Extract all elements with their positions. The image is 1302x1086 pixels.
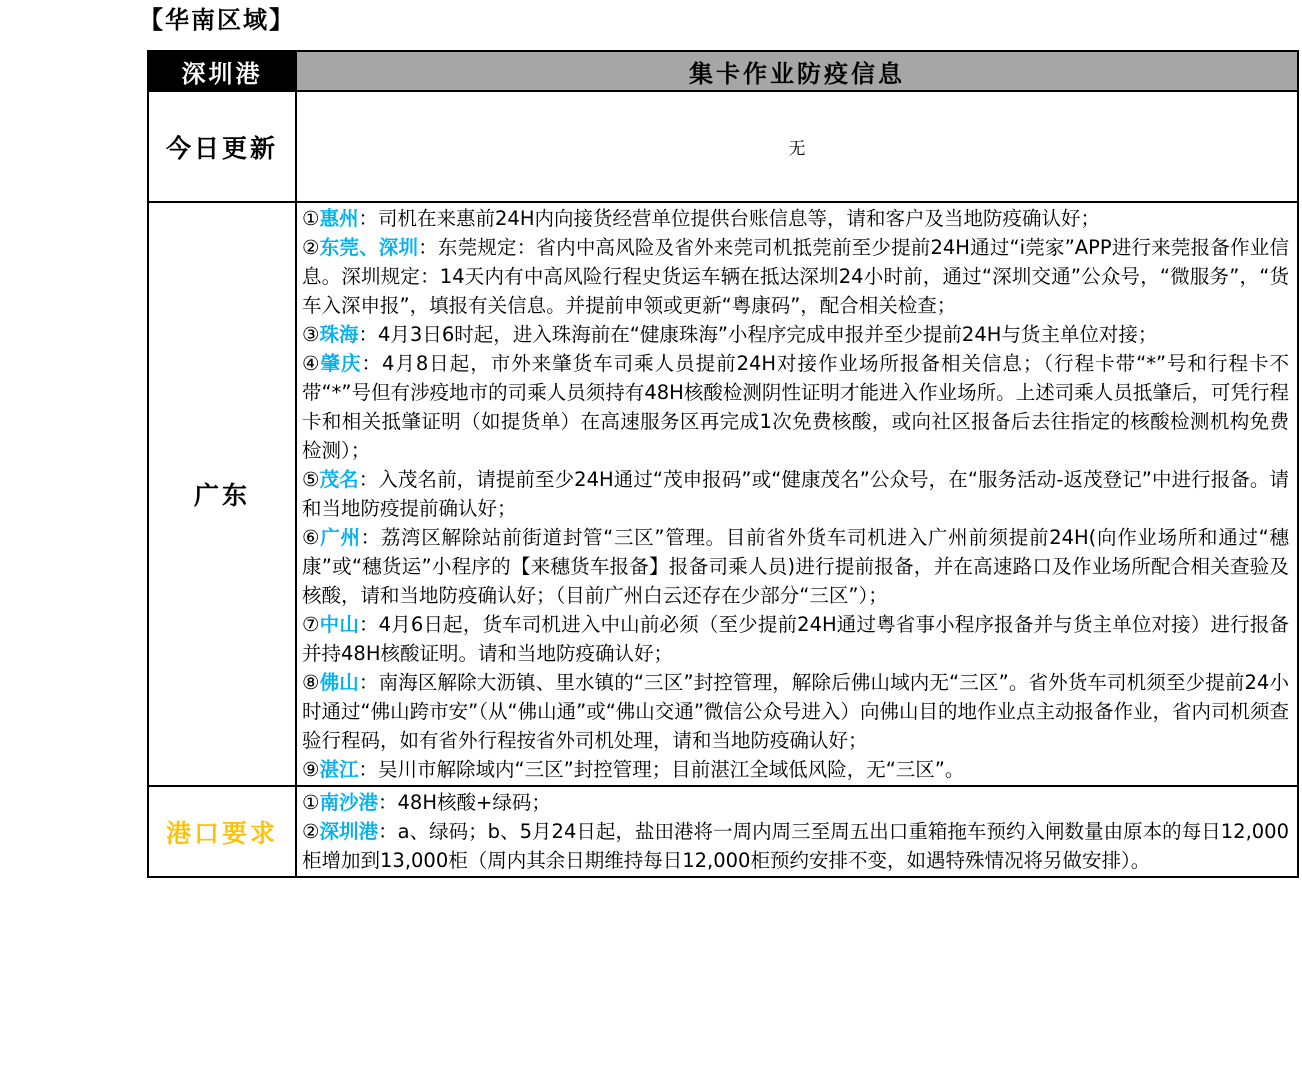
entry-dongguan-shenzhen [302, 236, 1289, 317]
guangdong-row [148, 202, 1298, 786]
entry-text: ：吴川市解除域内“三区”封控管理；目前湛江全域低风险，无“三区”。 [358, 758, 965, 781]
guangdong-label: 广东 [148, 202, 296, 786]
entry-number: ② [302, 236, 320, 259]
city-name: 肇庆 [320, 352, 362, 375]
guangdong-entries [296, 202, 1298, 786]
today-update-label: 今日更新 [148, 91, 296, 202]
entry-number: ⑨ [302, 758, 320, 781]
entry-number: ④ [302, 352, 321, 375]
entry-text: ：4月8日起，市外来肇货车司乘人员提前24H对接作业场所报备相关信息；（行程卡带“*”号和行程卡不带“*”号但有涉疫地市的司乘人员须持有48H核酸检测阴性证明才能进入作业场所。上述司乘人员抵肇后，可凭行程卡和相关抵肇证明（如提货单）在高速服务区再完成1次免费核酸，或向社区报备后去往指定的核酸检测机构免费检测）； [302, 352, 1289, 462]
entry-zhuhai [302, 323, 1157, 346]
entry-text: ：4月3日6时起，进入珠海前在“健康珠海”小程序完成申报并至少提前24H与货主单位对接； [358, 323, 1158, 346]
section-header: 集卡作业防疫信息 [296, 51, 1298, 91]
city-name: 佛山 [319, 671, 359, 694]
entry-huizhou [302, 207, 1100, 230]
entry-number: ② [302, 820, 320, 843]
today-update-value: 无 [296, 91, 1298, 202]
entry-text: ：入茂名前，请提前至少24H通过“茂申报码”或“健康茂名”公众号，在“服务活动-返茂登记”中进行报备。请和当地防疫提前确认好； [302, 468, 1289, 520]
entry-text: ：荔湾区解除站前街道封管“三区”管理。目前省外货车司机进入广州前须提前24H(向作业场所和通过“穗康”或“穗货运”小程序的【来穗货车报备】报备司乘人员)进行提前报备，并在高速路口及作业场所配合相关查验及核酸，请和当地防疫确认好；（目前广州白云还存在少部分“三区”）； [302, 526, 1289, 607]
entry-zhanjiang [302, 758, 964, 781]
entry-maoming [302, 468, 1289, 520]
port-name: 南沙港 [319, 791, 378, 814]
entry-shenzhen-port [302, 820, 1289, 872]
region-title: 【华南区域】 [139, 6, 295, 34]
entry-number: ⑥ [302, 526, 321, 549]
city-name: 惠州 [319, 207, 359, 230]
header-row [148, 51, 1298, 91]
entry-text: ：司机在来惠前24H内向接货经营单位提供台账信息等，请和客户及当地防疫确认好； [358, 207, 1100, 230]
port-name-header: 深圳港 [148, 51, 296, 91]
entry-text: ：a、绿码；b、5月24日起，盐田港将一周内周三至周五出口重箱拖车预约入闸数量由原本的每日12,000柜增加到13,000柜（周内其余日期维持每日12,000柜预约安排不变，如遇特殊情况将另做安排）。 [302, 820, 1289, 872]
entry-nansha-port [302, 791, 551, 814]
info-table [147, 50, 1299, 878]
entry-text: ：4月6日起，货车司机进入中山前必须（至少提前24H通过粤省事小程序报备并与货主单位对接）进行报备并持48H核酸证明。请和当地防疫确认好； [302, 613, 1289, 665]
port-requirements-row [148, 786, 1298, 877]
city-name: 茂名 [319, 468, 359, 491]
entry-zhaoqing [302, 352, 1289, 462]
entry-number: ⑧ [302, 671, 320, 694]
entry-text: ：南海区解除大沥镇、里水镇的“三区”封控管理，解除后佛山域内无“三区”。省外货车司机须至少提前24小时通过“佛山跨市安”（从“佛山通”或“佛山交通”微信公众号进入）向佛山目的地作业点主动报备作业，省内司机须查验行程码，如有省外行程按省外司机处理，请和当地防疫确认好； [302, 671, 1289, 752]
entry-guangzhou [302, 526, 1289, 607]
port-requirements-label: 港口要求 [148, 786, 296, 877]
city-name: 珠海 [319, 323, 359, 346]
entry-foshan [302, 671, 1289, 752]
entry-number: ⑤ [302, 468, 320, 491]
city-name: 湛江 [319, 758, 359, 781]
entry-text: ：东莞规定：省内中高风险及省外来莞司机抵莞前至少提前24H通过“i莞家”APP进行来莞报备作业信息。深圳规定：14天内有中高风险行程史货运车辆在抵达深圳24小时前，通过“深圳交通”公众号，“微服务”，“货车入深申报”，填报有关信息。并提前申领或更新“粤康码”，配合相关检查； [302, 236, 1289, 317]
entry-number: ① [302, 791, 320, 814]
today-update-row [148, 91, 1298, 202]
entry-number: ① [302, 207, 320, 230]
city-name: 广州 [320, 526, 361, 549]
entry-zhongshan [302, 613, 1289, 665]
port-requirements-entries [296, 786, 1298, 877]
city-name: 中山 [319, 613, 359, 636]
port-name: 深圳港 [319, 820, 379, 843]
entry-number: ③ [302, 323, 320, 346]
entry-number: ⑦ [302, 613, 320, 636]
entry-text: ：48H核酸+绿码； [378, 791, 551, 814]
city-name: 东莞、深圳 [319, 236, 419, 259]
